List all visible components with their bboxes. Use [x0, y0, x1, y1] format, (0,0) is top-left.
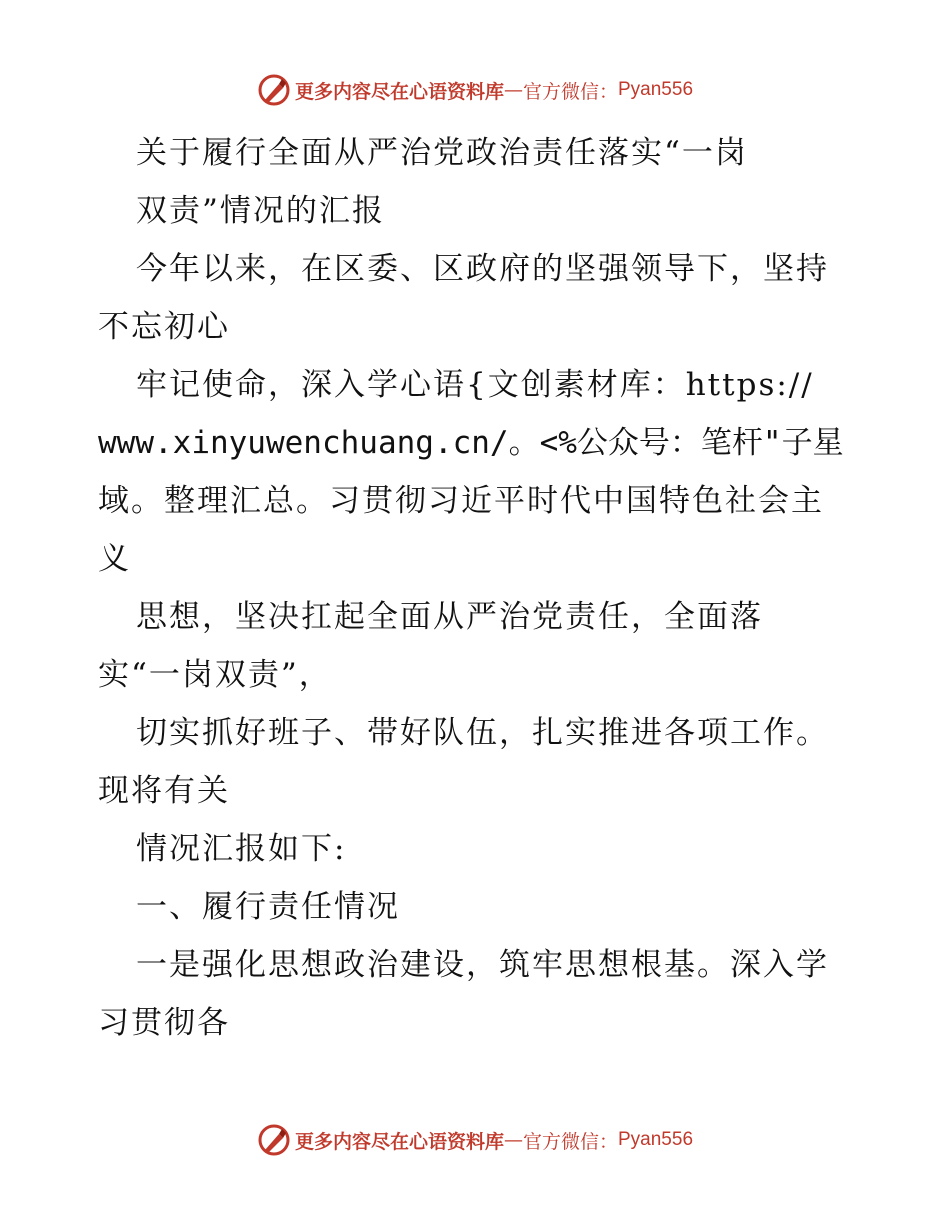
- paragraph-line: www.xinyuwenchuang.cn/。<%公众号：笔杆"子星: [98, 425, 844, 461]
- banner-main-text: 更多内容尽在心语资料库: [294, 1130, 504, 1153]
- pen-logo-icon: [257, 73, 291, 107]
- paragraph-line: 切实抓好班子、带好队伍，扎实推进各项工作。: [136, 715, 829, 751]
- paragraph-line: 义: [98, 541, 131, 577]
- footer-watermark: [0, 1120, 950, 1160]
- paragraph-line: 实“一岗双责”，: [98, 657, 332, 693]
- paragraph-line: 情况汇报如下:: [136, 831, 347, 867]
- banner-main-text: 更多内容尽在心语资料库: [294, 80, 504, 103]
- banner-sub-text: 官方微信：: [522, 80, 618, 103]
- section-heading: 一、履行责任情况: [136, 889, 400, 925]
- title-line-1: 关于履行全面从严治党政治责任落实“一岗: [136, 135, 748, 171]
- paragraph-line: 思想，坚决扛起全面从严治党责任，全面落: [136, 599, 763, 635]
- paragraph-line: 一是强化思想政治建设，筑牢思想根基。深入学: [136, 947, 829, 983]
- paragraph-line: 今年以来，在区委、区政府的坚强领导下，坚持: [136, 251, 829, 287]
- header-watermark: [0, 70, 950, 110]
- paragraph-line: 现将有关: [98, 773, 230, 809]
- pen-logo-icon: [257, 1123, 291, 1157]
- banner-dash: —: [503, 1129, 523, 1151]
- paragraph-line: 域。整理汇总。习贯彻习近平时代中国特色社会主: [98, 483, 824, 519]
- banner-sub-text: 官方微信：: [522, 1130, 618, 1153]
- document-body: [98, 124, 858, 1052]
- banner-wechat-id: Pyan556: [618, 79, 694, 100]
- paragraph-line: 不忘初心: [98, 309, 230, 345]
- title-line-2: 双责”情况的汇报: [136, 193, 385, 229]
- paragraph-line: 习贯彻各: [98, 1005, 230, 1041]
- banner-wechat-id: Pyan556: [618, 1129, 694, 1150]
- paragraph-line: 牢记使命，深入学心语{文创素材库：https://: [136, 367, 814, 403]
- banner-dash: —: [503, 79, 523, 101]
